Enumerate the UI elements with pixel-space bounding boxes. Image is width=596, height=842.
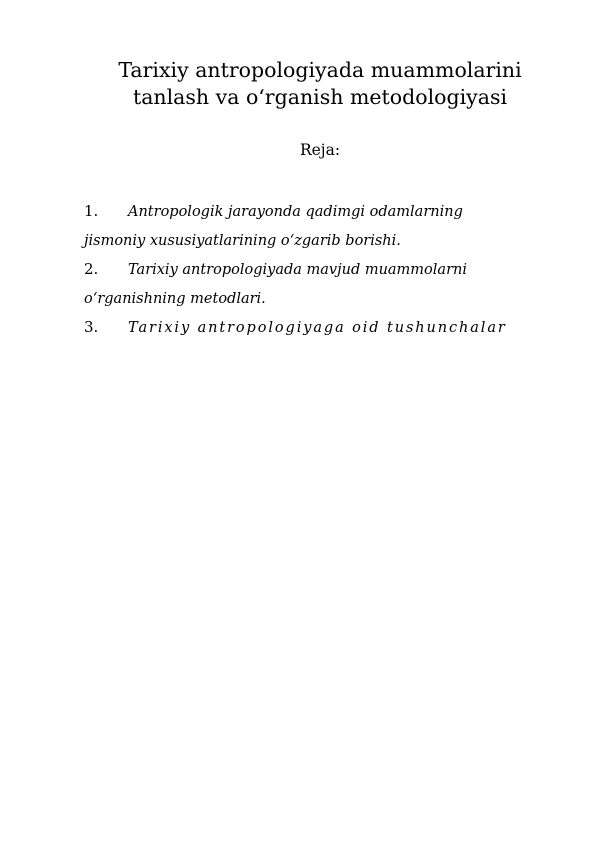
list-item-number: 2. — [84, 260, 99, 278]
list-item-text-continued: jismoniy xususiyatlarining o‘zgarib borishi. — [84, 233, 401, 249]
list-item-number: 3. — [84, 318, 99, 336]
title-line-2: tanlash va o‘rganish metodologiyasi — [132, 85, 508, 109]
document-title — [90, 57, 550, 111]
list-item — [84, 313, 524, 342]
plan-heading: Reja: — [299, 141, 341, 159]
list-item-number: 1. — [84, 202, 99, 220]
list-item-text: Tarixiy antropologiyada mavjud muammolarni — [128, 262, 467, 278]
list-item-text: Tarixiy antropologiyaga oid tushunchalar — [128, 320, 507, 336]
list-item-text-continued: o‘rganishning metodlari. — [84, 291, 266, 307]
list-item — [84, 255, 524, 313]
title-line-1: Tarixiy antropologiyada muammolarini — [118, 58, 522, 82]
list-item-text: Antropologik jarayonda qadimgi odamlarning — [128, 204, 463, 220]
list-item — [84, 197, 524, 255]
plan-list — [84, 197, 524, 342]
